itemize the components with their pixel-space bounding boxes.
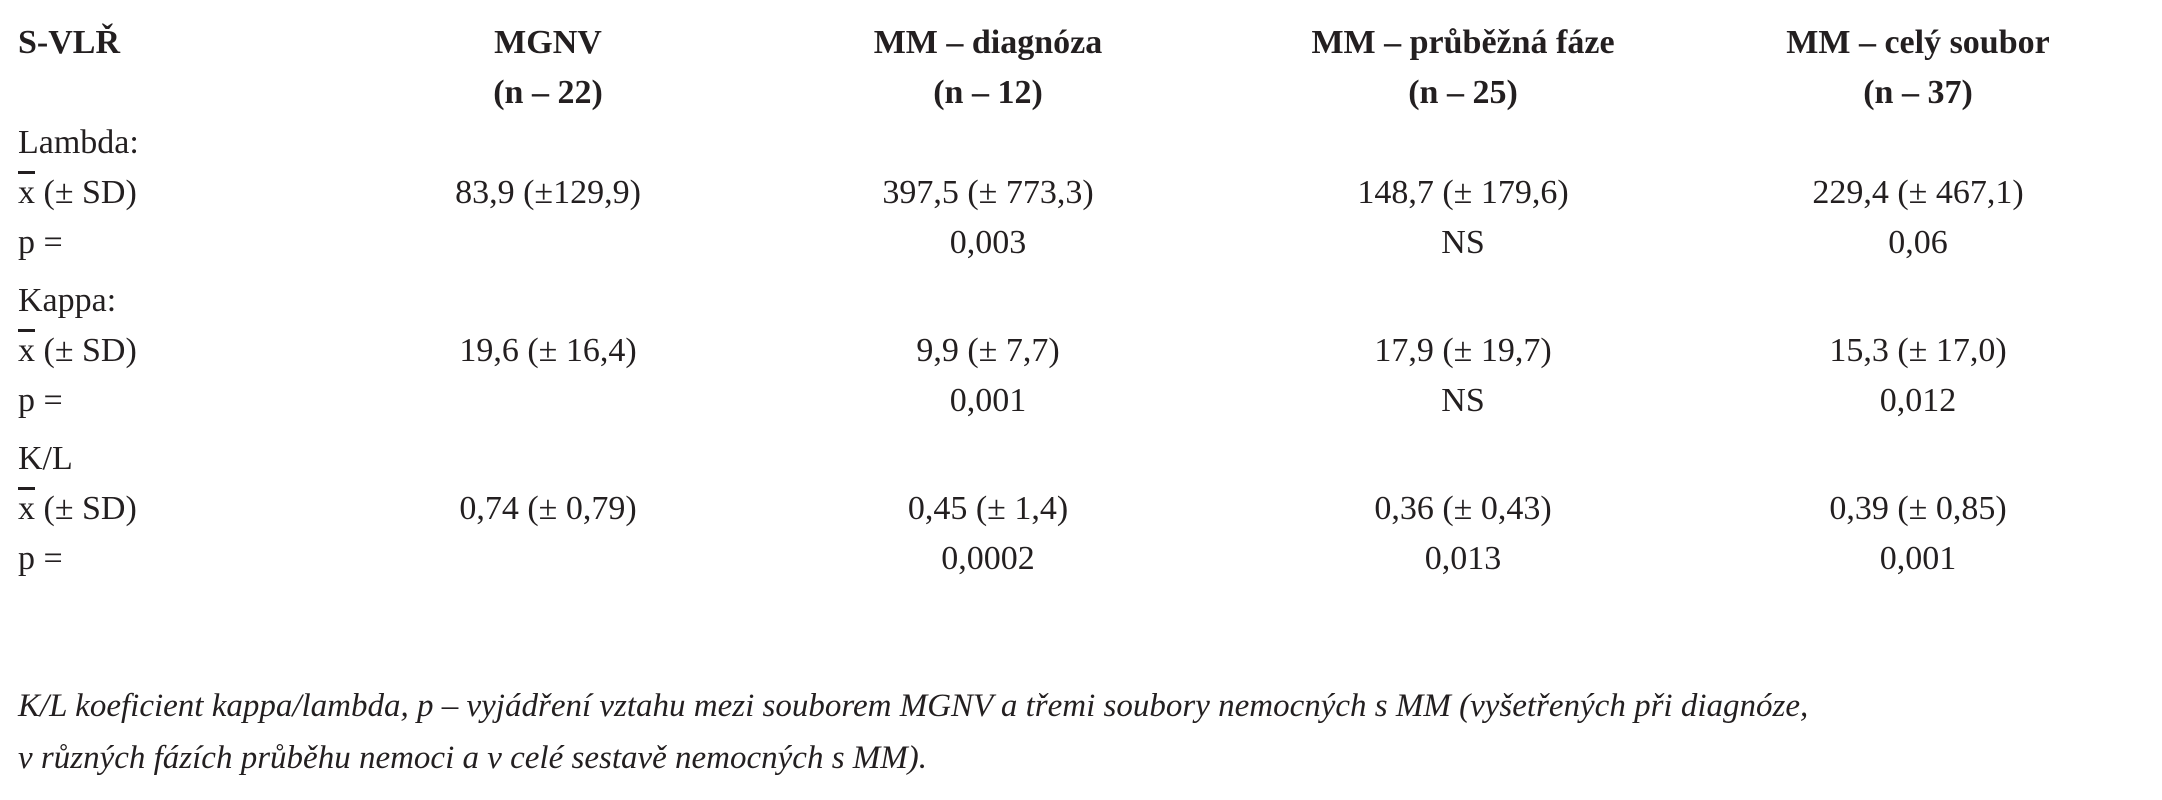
table-cell: 15,3 (± 17,0) (1829, 332, 2007, 369)
footnote-line: K/L koeficient kappa/lambda, p – vyjádření vztahu mezi souborem MGNV a třemi soubory nemocných s MM (vyšetřených při diagnóze, (18, 688, 1809, 724)
table-cell: 9,9 (± 7,7) (916, 332, 1060, 369)
table-cell: NS (1441, 382, 1485, 419)
header-col-mm-prubezna (1228, 18, 1698, 118)
p-row (18, 534, 2138, 584)
table-cell (348, 534, 748, 584)
table-cell (348, 218, 748, 268)
mean-suffix: (± SD) (35, 174, 137, 211)
header-col-mgnv (348, 18, 748, 118)
table-footnote (18, 680, 2138, 784)
mean-symbol: $\overline{x}$ (18, 332, 35, 369)
group-title: Lambda: (18, 124, 139, 161)
mean-symbol: $\overline{x}$ (18, 174, 35, 211)
table-cell: 0,74 (± 0,79) (459, 490, 637, 527)
group-title-row (18, 118, 2138, 168)
group-title-row (18, 268, 2138, 326)
table-cell: 0,06 (1888, 224, 1948, 261)
mean-row (18, 484, 2138, 534)
table-header-row (18, 18, 2138, 118)
header-first-cell: S-VLŘ (18, 24, 121, 61)
table-cell: 17,9 (± 19,7) (1374, 332, 1552, 369)
table-cell: 19,6 (± 16,4) (459, 332, 637, 369)
table-cell: 0,001 (949, 382, 1027, 419)
p-label: p = (18, 382, 63, 419)
table-cell: 229,4 (± 467,1) (1812, 174, 2024, 211)
table-cell: 0,003 (949, 224, 1027, 261)
mean-suffix: (± SD) (35, 490, 137, 527)
table-cell: NS (1441, 224, 1485, 261)
mean-label (18, 326, 348, 376)
table-cell: 0,36 (± 0,43) (1374, 490, 1552, 527)
p-row (18, 376, 2138, 426)
table-cell: 0,012 (1879, 382, 1957, 419)
table-cell: 0,001 (1879, 540, 1957, 577)
mean-row (18, 326, 2138, 376)
header-col-name: MGNV (494, 24, 602, 61)
table-cell: 0,45 (± 1,4) (907, 490, 1069, 527)
header-col-name: MM – průběžná fáze (1311, 24, 1615, 61)
header-col-n: (n – 37) (1863, 74, 1973, 111)
header-col-name: MM – diagnóza (873, 24, 1103, 61)
table-cell: 148,7 (± 179,6) (1357, 174, 1569, 211)
header-col-name: MM – celý soubor (1786, 24, 2050, 61)
header-col-mm-cely (1698, 18, 2138, 118)
table-cell: 0,013 (1424, 540, 1502, 577)
mean-suffix: (± SD) (35, 332, 137, 369)
table-cell (348, 376, 748, 426)
header-col-n: (n – 12) (933, 74, 1043, 111)
header-col-n: (n – 22) (493, 74, 603, 111)
table-cell: 0,39 (± 0,85) (1829, 490, 2007, 527)
mean-symbol: $\overline{x}$ (18, 490, 35, 527)
table-cell: 0,0002 (941, 540, 1035, 577)
mean-label (18, 484, 348, 534)
results-table (18, 18, 2138, 584)
header-col-n: (n – 25) (1408, 74, 1518, 111)
p-label: p = (18, 224, 63, 261)
group-title-row (18, 426, 2138, 484)
p-label: p = (18, 540, 63, 577)
table-cell: 83,9 (±129,9) (455, 174, 641, 211)
table-cell: 397,5 (± 773,3) (882, 174, 1094, 211)
footnote-line: v různých fázích průběhu nemoci a v celé sestavě nemocných s MM). (18, 740, 928, 776)
header-col-mm-diagnoza (748, 18, 1228, 118)
group-title: Kappa: (18, 282, 117, 319)
mean-row (18, 168, 2138, 218)
group-title: K/L (18, 440, 73, 477)
mean-label (18, 168, 348, 218)
p-row (18, 218, 2138, 268)
